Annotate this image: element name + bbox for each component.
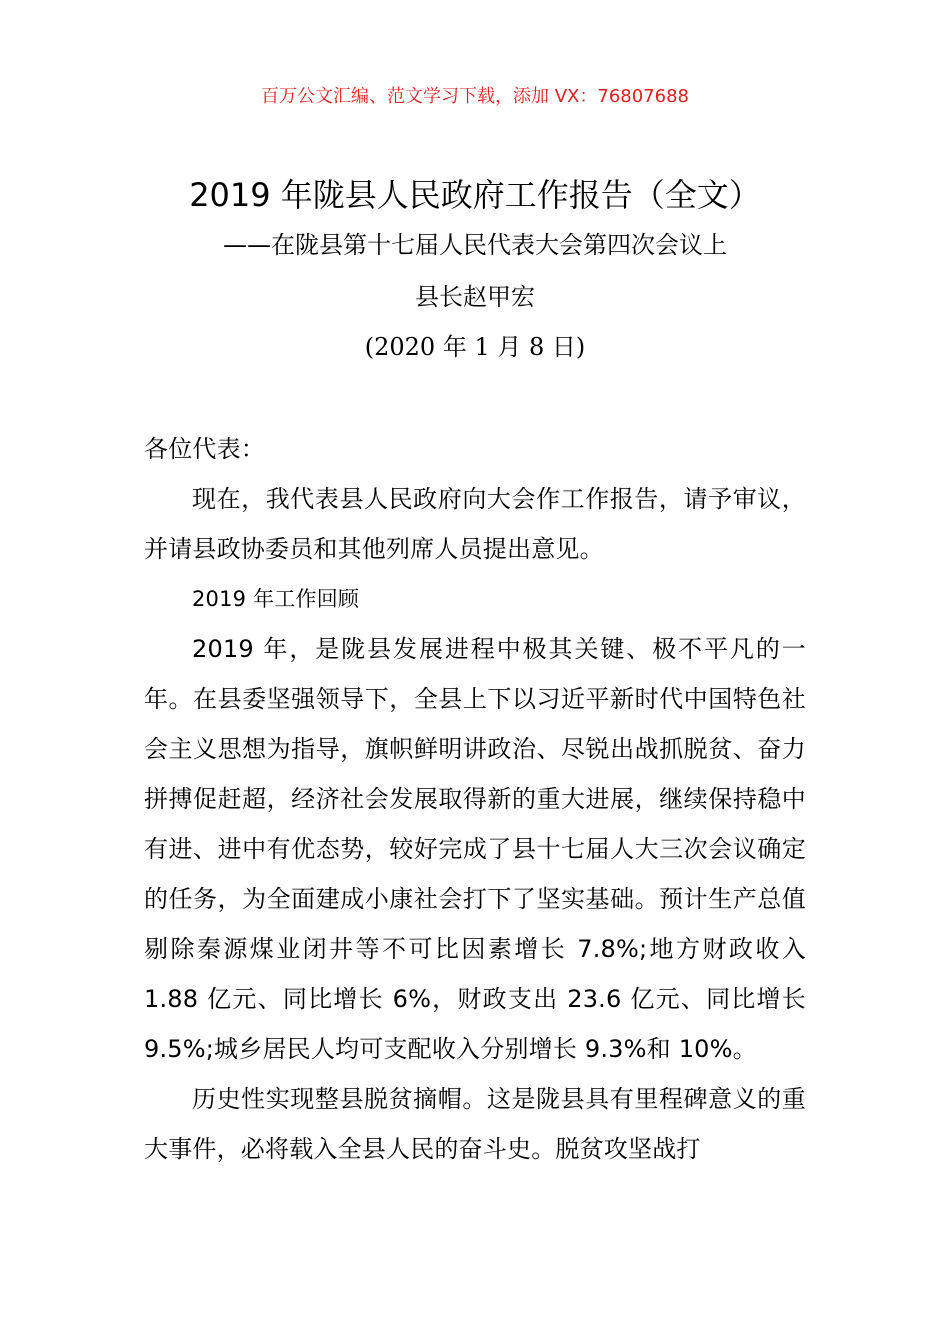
document-date: (2020 年 1 月 8 日) <box>364 333 586 361</box>
document-subtitle: ——在陇县第十七届人民代表大会第四次会议上 <box>223 231 727 259</box>
body-text <box>144 424 806 1174</box>
section-heading: 2019 年工作回顾 <box>192 587 360 611</box>
header-banner: 百万公文汇编、范文学习下载，添加 VX：76807688 <box>261 86 689 107</box>
document-title: 2019 年陇县人民政府工作报告（全文） <box>189 176 761 214</box>
document-speaker: 县长赵甲宏 <box>415 283 535 311</box>
paragraph-poverty: 历史性实现整县脱贫摘帽。这是陇县具有里程碑意义的重大事件，必将载入全县人民的奋斗史。脱贫攻坚战打 <box>144 1085 806 1163</box>
paragraph-intro: 现在，我代表县人民政府向大会作工作报告，请予审议，并请县政协委员和其他列席人员提出意见。 <box>144 485 806 563</box>
salutation: 各位代表： <box>144 435 265 463</box>
paragraph-review: 2019 年，是陇县发展进程中极其关键、极不平凡的一年。在县委坚强领导下，全县上下以习近平新时代中国特色社会主义思想为指导，旗帜鲜明讲政治、尽锐出战抓脱贫、奋力拼搏促赶超，经济社会发展取得新的重大进展，继续保持稳中有进、进中有优态势，较好完成了县十七届人大三次会议确定的任务，为全面建成小康社会打下了坚实基础。预计生产总值剔除秦源煤业闭井等不可比因素增长 7.8%;地方财政收入 1.88 亿元、同比增长 6%，财政支出 23.6 亿元、同比增长 9.5%;城乡居民人均可支配收入分别增长 9.3%和 10%。 <box>144 635 806 1063</box>
